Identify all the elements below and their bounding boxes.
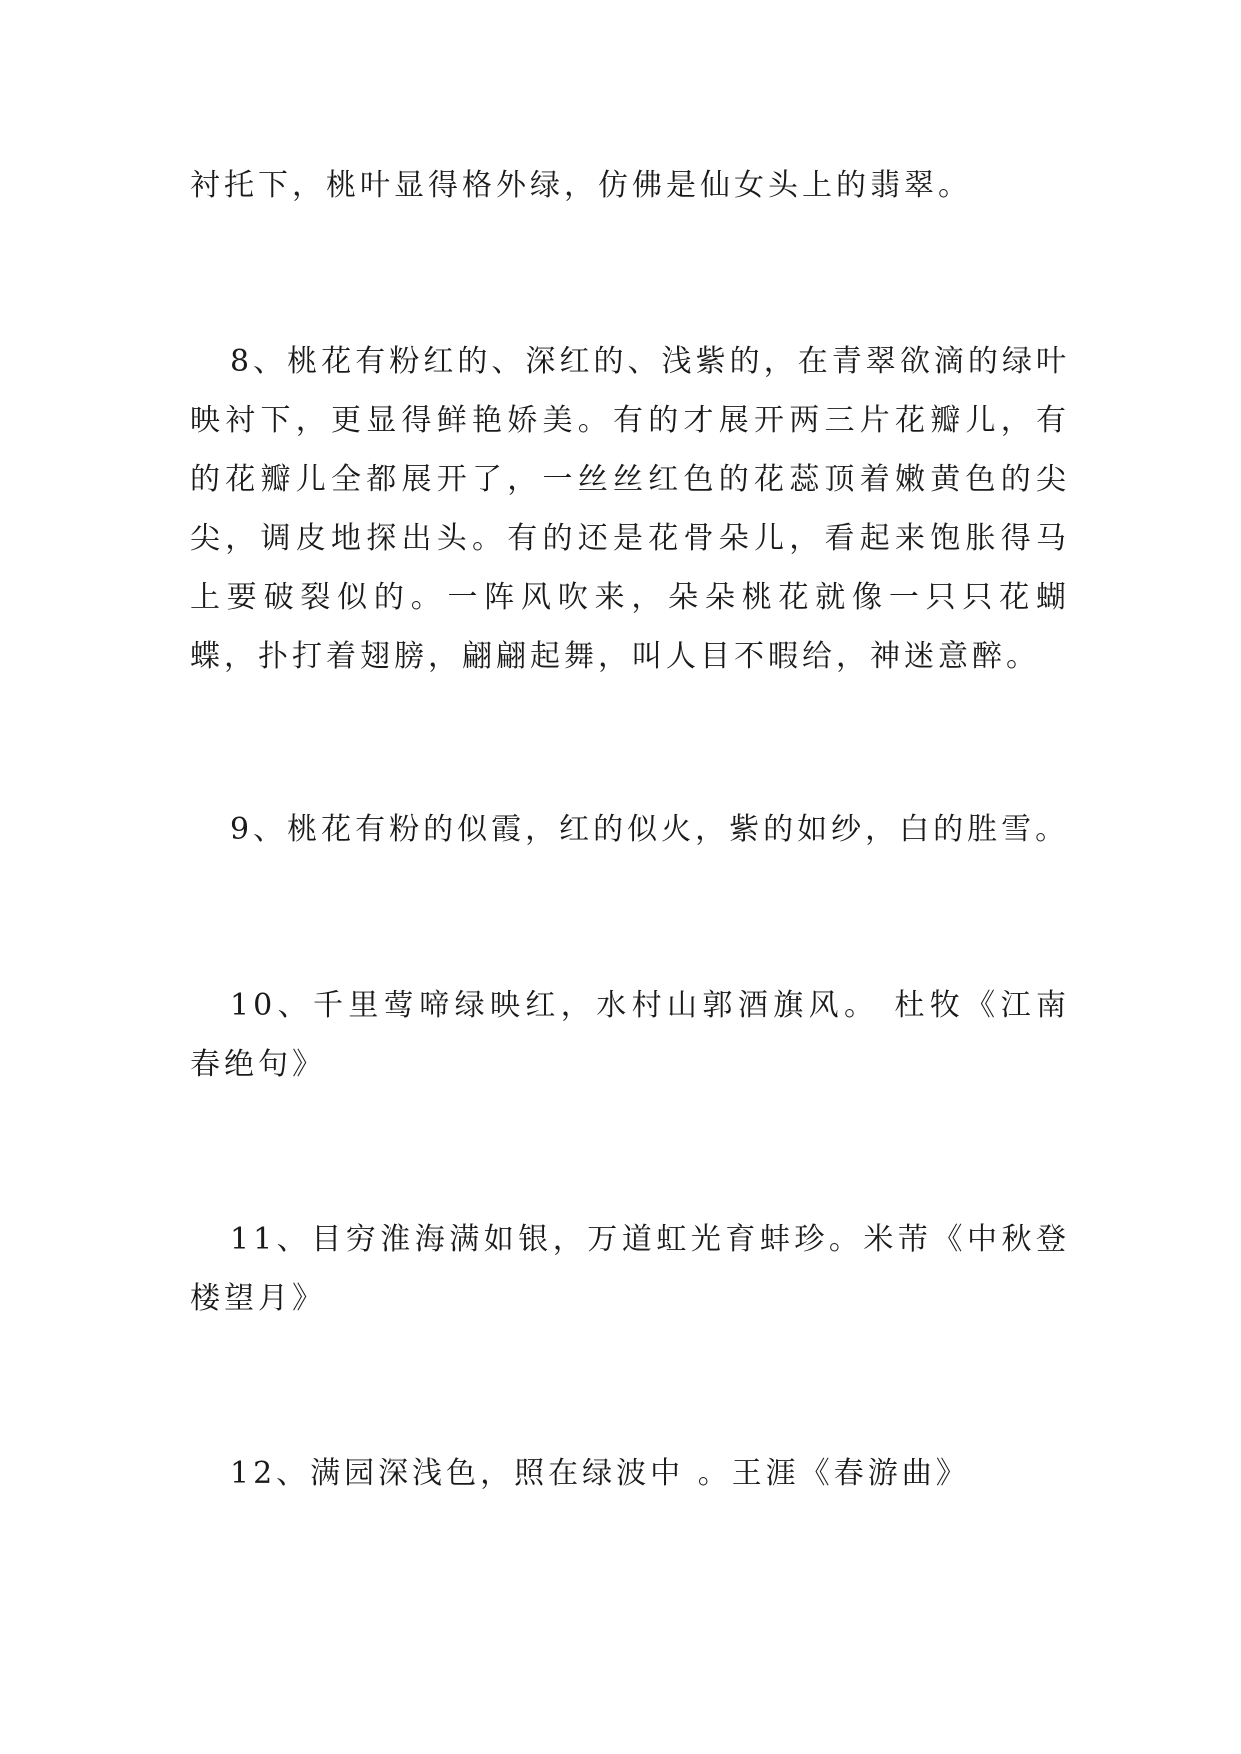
paragraph-item-8: 8、桃花有粉红的、深红的、浅紫的，在青翠欲滴的绿叶映衬下，更显得鲜艳娇美。有的才展开两三片花瓣儿，有的花瓣儿全都展开了，一丝丝红色的花蕊顶着嫩黄色的尖尖，调皮地探出头。有的还是花骨朵儿，看起来饱胀得马上要破裂似的。一阵风吹来，朵朵桃花就像一只只花蝴蝶，扑打着翅膀，翩翩起舞，叫人目不暇给，神迷意醉。 — [190, 344, 1070, 674]
paragraph-item-10: 10、千里莺啼绿映红，水村山郭酒旗风。 杜牧《江南春绝句》 — [190, 988, 1070, 1082]
paragraph-item-9: 9、桃花有粉的似霞，红的似火，紫的如纱，白的胜雪。 — [230, 812, 1070, 847]
paragraph-item-11: 11、目穷淮海满如银，万道虹光育蚌珍。米芾《中秋登楼望月》 — [190, 1222, 1070, 1316]
paragraph-item-12: 12、满园深浅色，照在绿波中 。王涯《春游曲》 — [230, 1456, 970, 1491]
paragraph-continuation: 衬托下，桃叶显得格外绿，仿佛是仙女头上的翡翠。 — [190, 168, 972, 203]
